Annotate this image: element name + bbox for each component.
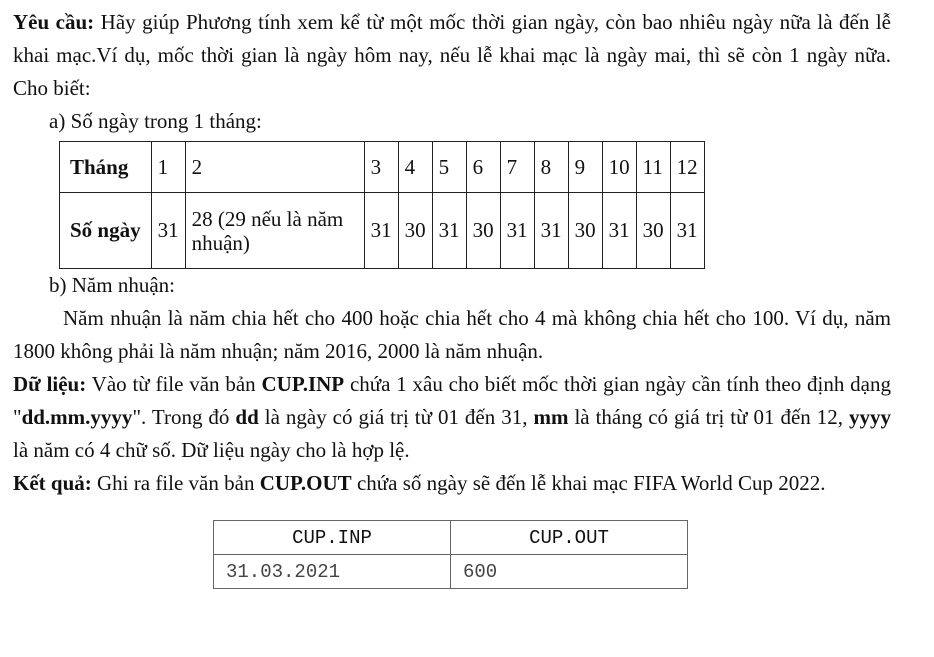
requirement-label: Yêu cầu: <box>13 10 95 34</box>
input-text: là năm có 4 chữ số. Dữ liệu ngày cho là hợp lệ. <box>13 438 410 462</box>
days-cell: 28 (29 nếu là năm nhuận) <box>185 193 364 269</box>
problem-statement <box>13 6 891 589</box>
input-text: là tháng có giá trị từ 01 đến 12, <box>568 405 849 429</box>
month-cell: 4 <box>398 142 432 193</box>
input-text: Vào từ file văn bản <box>86 372 262 396</box>
days-cell: 31 <box>602 193 636 269</box>
mm-token: mm <box>533 405 569 429</box>
example-data-row <box>214 555 688 589</box>
input-text: chứa 1 xâu cho biết mốc thời gian ngày cần tính theo định dạng " <box>13 372 891 429</box>
month-header: Tháng <box>60 142 152 193</box>
days-cell: 30 <box>568 193 602 269</box>
input-paragraph <box>13 368 891 467</box>
input-label: Dữ liệu: <box>13 372 87 396</box>
days-cell: 30 <box>466 193 500 269</box>
month-cell: 2 <box>185 142 364 193</box>
month-cell: 8 <box>534 142 568 193</box>
month-cell: 12 <box>670 142 704 193</box>
input-file-name: CUP.INP <box>261 372 345 396</box>
part-b-title: b) Năm nhuận: <box>49 273 175 297</box>
month-cell: 5 <box>432 142 466 193</box>
leap-year-paragraph: Năm nhuận là năm chia hết cho 400 hoặc chia hết cho 4 mà không chia hết cho 100. Ví dụ, năm 1800 không phải là năm nhuận; năm 2016, 2000 là năm nhuận. <box>13 306 891 363</box>
output-label: Kết quả: <box>13 471 92 495</box>
days-cell: 31 <box>534 193 568 269</box>
days-cell: 31 <box>364 193 398 269</box>
days-cell: 30 <box>398 193 432 269</box>
output-file-name: CUP.OUT <box>259 471 352 495</box>
days-cell: 31 <box>500 193 534 269</box>
example-table <box>213 520 688 589</box>
requirement-paragraph <box>13 6 891 105</box>
output-text: chứa số ngày sẽ đến lễ khai mạc FIFA World Cup 2022. <box>351 471 826 495</box>
input-text: ". Trong đó <box>132 405 236 429</box>
date-format: dd.mm.yyyy <box>21 405 133 429</box>
dd-token: dd <box>235 405 259 429</box>
example-header-row <box>214 521 688 555</box>
month-cell: 9 <box>568 142 602 193</box>
example-input-header: CUP.INP <box>214 521 451 555</box>
month-cell: 7 <box>500 142 534 193</box>
days-cell: 31 <box>432 193 466 269</box>
months-row <box>60 142 705 193</box>
month-cell: 3 <box>364 142 398 193</box>
part-a-title: a) Số ngày trong 1 tháng: <box>49 109 262 133</box>
example-output-value: 600 <box>451 555 688 589</box>
yyyy-token: yyyy <box>849 405 891 429</box>
month-cell: 11 <box>636 142 670 193</box>
requirement-text: Hãy giúp Phương tính xem kể từ một mốc thời gian ngày, còn bao nhiêu ngày nữa là đến lễ khai mạc.Ví dụ, mốc thời gian là ngày hôm nay, nếu lễ khai mạc là ngày mai, thì sẽ còn 1 ngày nữa. Cho biết: <box>13 10 891 100</box>
example-input-value: 31.03.2021 <box>214 555 451 589</box>
days-row <box>60 193 705 269</box>
month-cell: 10 <box>602 142 636 193</box>
example-output-header: CUP.OUT <box>451 521 688 555</box>
month-cell: 1 <box>151 142 185 193</box>
days-cell: 31 <box>151 193 185 269</box>
month-cell: 6 <box>466 142 500 193</box>
input-text: là ngày có giá trị từ 01 đến 31, <box>258 405 534 429</box>
days-cell: 31 <box>670 193 704 269</box>
output-paragraph <box>13 467 891 500</box>
days-cell: 30 <box>636 193 670 269</box>
days-header: Số ngày <box>60 193 152 269</box>
days-per-month-table <box>59 141 705 269</box>
output-text: Ghi ra file văn bản <box>91 471 260 495</box>
